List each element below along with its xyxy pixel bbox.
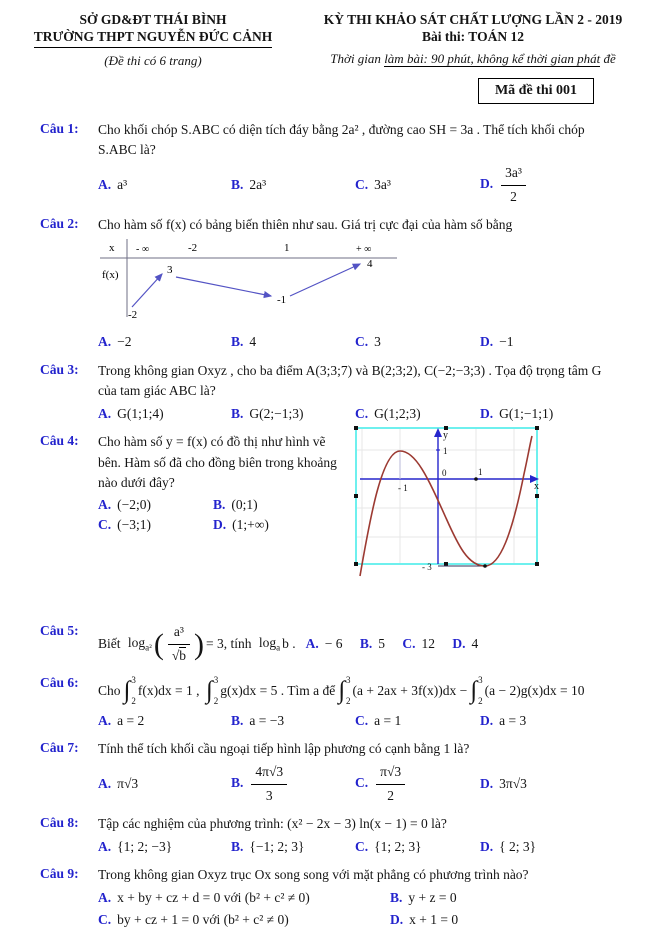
- option-6A: A. a = 2: [98, 712, 145, 728]
- option-9D: D. x + 1 = 0: [390, 911, 459, 927]
- exam-subject: Bài thi: TOÁN 12: [422, 28, 524, 44]
- table-f-header: f(x): [102, 269, 119, 281]
- question-1: [40, 120, 620, 207]
- question-8-body: Tập các nghiệm của phương trình: (x² − 2x − 3) ln(x − 1) = 0 là?: [98, 815, 447, 831]
- option-7C: C. $\frac{\pi√3}{2}$: [355, 762, 480, 806]
- y-neg3-label: - 3: [422, 562, 432, 573]
- option-2D: D. −1: [480, 334, 514, 350]
- y-1-label: 1: [443, 446, 448, 457]
- question-2-label: Câu 2:: [40, 215, 79, 231]
- option-2A: A. −2: [98, 334, 132, 350]
- question-3-label: Câu 3:: [40, 361, 79, 377]
- exam-title: KỲ THI KHẢO SÁT CHẤT LƯỢNG LẦN 2 - 2019: [323, 12, 623, 27]
- question-6-body: Cho ∫ 3 2 f(x)dx = 1 , ∫ 3 2 g(x)dx = 5 . Tìm a để ∫ 3 2 (a + 2ax + 3f(x))dx − ∫ 3 2 (a − 2)g(x)dx = 10: [98, 674, 585, 706]
- question-5-label: Câu 5:: [40, 623, 79, 639]
- axis-x-label: x: [534, 481, 539, 493]
- option-4B: B. (0;1): [213, 497, 258, 512]
- option-1B: B. 2a³: [231, 176, 267, 192]
- question-4: [40, 432, 620, 614]
- table-tick-1: 1: [284, 242, 290, 254]
- option-7D: D. 3π√3: [480, 775, 527, 791]
- option-9A: A. x + by + cz + d = 0 với (b² + c² ≠ 0): [98, 889, 310, 905]
- exam-header: [0, 0, 646, 69]
- option-4C: C. (−3;1): [98, 517, 151, 533]
- variation-table-figure: [100, 237, 400, 323]
- option-3D: D. G(1;−1;1): [480, 406, 554, 421]
- option-6C: C. a = 1: [355, 712, 402, 728]
- x-neg1-label: - 1: [398, 483, 408, 494]
- question-6: [40, 674, 620, 731]
- question-4-label: Câu 4:: [40, 433, 79, 449]
- table-x-header: x: [109, 242, 115, 254]
- table-tick-neg-inf: - ∞: [136, 244, 149, 255]
- question-6-label: Câu 6:: [40, 674, 79, 690]
- question-3: [40, 361, 620, 425]
- exam-title-block: [306, 12, 646, 69]
- question-2: [40, 215, 620, 353]
- option-4A: A. (−2;0): [98, 497, 151, 512]
- option-3B: B. G(2;−1;3): [231, 406, 304, 421]
- question-7-body: Tính thể tích khối cầu ngoại tiếp hình lập phương có cạnh bằng 1 là?: [98, 741, 470, 756]
- dept-name: SỞ GD&ĐT THÁI BÌNH: [79, 12, 227, 27]
- option-1A: A. a³: [98, 176, 128, 192]
- table-value-end: 4: [367, 258, 373, 270]
- option-3A: A. G(1;1;4): [98, 406, 164, 421]
- option-5B: B. 5: [359, 635, 386, 651]
- option-7A: A. π√3: [98, 775, 139, 791]
- option-8B: B. {−1; 2; 3}: [231, 839, 305, 854]
- table-value-min: -1: [277, 294, 287, 306]
- option-6B: B. a = −3: [231, 712, 285, 728]
- question-5: [40, 622, 620, 666]
- option-5A: A. − 6: [305, 635, 343, 651]
- option-8C: C. {1; 2; 3}: [355, 839, 422, 854]
- option-5D: D. 4: [452, 635, 479, 651]
- question-1-body: Cho khối chóp S.ABC có diện tích đáy bằng 2a² , đường cao SH = 3a . Thể tích khối chóp S.ABC là?: [98, 121, 585, 157]
- duration-note: Thời gian làm bài: 90 phút, không kể thời gian phát đề: [330, 50, 616, 66]
- option-1C: C. 3a³: [355, 176, 391, 192]
- option-6D: D. a = 3: [480, 712, 527, 728]
- question-2-body: Cho hàm số f(x) có bảng biến thiên như sau. Giá trị cực đại của hàm số bằng: [98, 216, 513, 232]
- axis-y-label: y: [443, 430, 448, 442]
- table-tick-neg2: -2: [188, 242, 198, 254]
- origin-label: 0: [442, 468, 447, 479]
- option-8D: D. { 2; 3}: [480, 839, 537, 854]
- question-9-body: Trong không gian Oxyz trục Ox song song với mặt phẳng có phương trình nào?: [98, 867, 529, 883]
- questions: [0, 104, 646, 930]
- question-1-label: Câu 1:: [40, 120, 79, 136]
- option-7B: B. $\frac{4\pi√3}{3}$: [231, 762, 355, 806]
- question-7-label: Câu 7:: [40, 740, 79, 755]
- x-1-label: 1: [478, 467, 483, 478]
- option-4D: D. (1;+∞): [213, 517, 269, 533]
- table-value-start: -2: [128, 309, 138, 321]
- school-block: [0, 12, 306, 69]
- pages-note: (Đề thi có 6 trang): [104, 52, 202, 68]
- question-7: [40, 739, 620, 806]
- function-graph-figure: [354, 426, 544, 578]
- question-9: [40, 865, 620, 930]
- question-8-label: Câu 8:: [40, 814, 79, 830]
- option-5C: C. 12: [402, 635, 436, 651]
- option-9C: C. by + cz + 1 = 0 với (b² + c² ≠ 0): [98, 911, 289, 927]
- option-9B: B. y + z = 0: [390, 889, 457, 905]
- option-2B: B. 4: [231, 334, 257, 350]
- school-name: TRƯỜNG THPT NGUYỄN ĐỨC CẢNH: [34, 29, 273, 48]
- option-2C: C. 3: [355, 334, 381, 350]
- table-value-max: 3: [167, 264, 173, 276]
- cubic-curve: [360, 436, 532, 576]
- question-9-label: Câu 9:: [40, 866, 79, 882]
- table-tick-pos-inf: + ∞: [356, 244, 372, 255]
- question-5-body: Biết $\log_{a^2}$ ( $\frac{\text{a³}}{√b}$ ) = 3, tính $\log_a$ b . A. − 6 B. 5 C. 12 D. 4: [98, 622, 492, 666]
- option-3C: C. G(1;2;3): [355, 406, 421, 421]
- option-1D: D. $\frac{\text{3a³}}{2}$: [480, 163, 620, 207]
- option-8A: A. {1; 2; −3}: [98, 839, 173, 854]
- exam-code-box: Mã đề thi 001: [478, 78, 594, 104]
- question-3-body: Trong không gian Oxyz , cho ba điểm A(3;3;7) và B(2;3;2), C(−2;−3;3) . Tọa độ trọng tâm G của tam giác ABC là?: [98, 362, 602, 398]
- question-4-body: Cho hàm số y = f(x) có đồ thị như hình vẽ bên. Hàm số đã cho đồng biên trong khoảng nào dưới đây?: [98, 434, 337, 490]
- question-8: [40, 814, 620, 858]
